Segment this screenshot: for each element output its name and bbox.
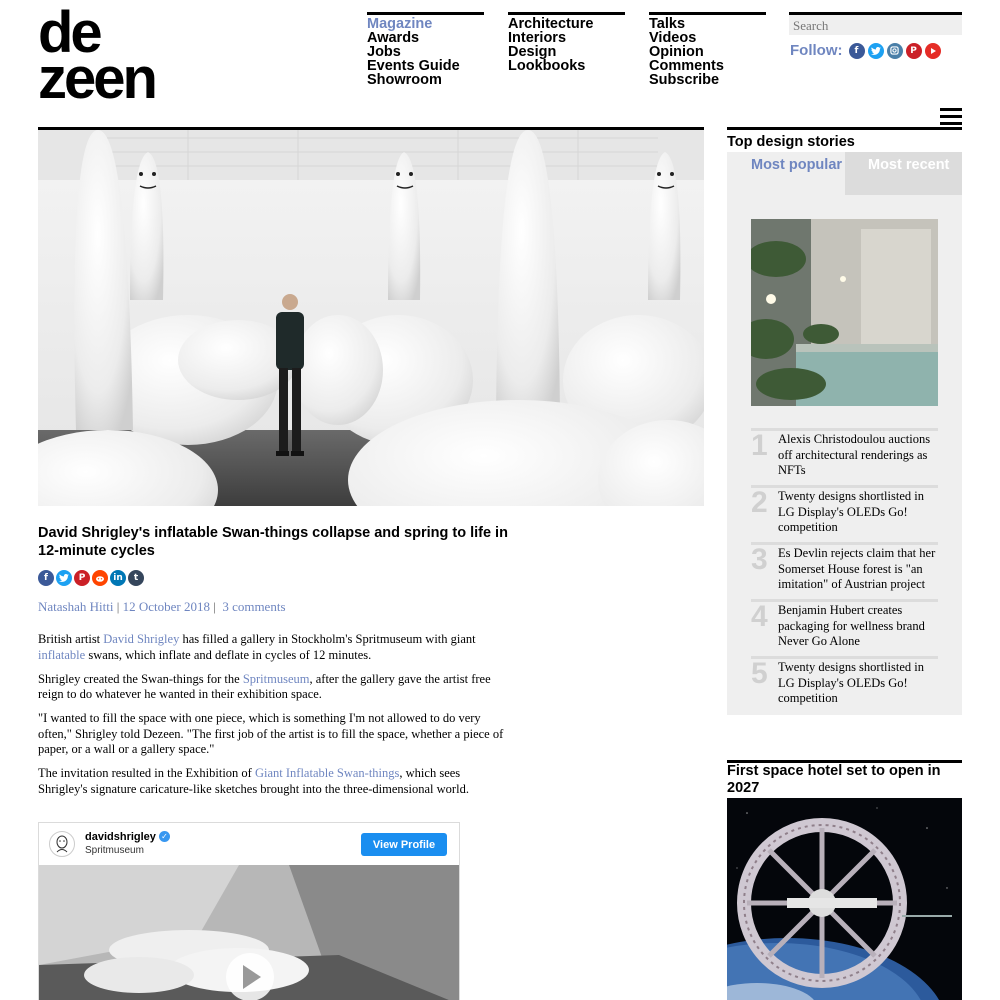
sidebar-heading: Top design stories (727, 134, 855, 150)
story-number: 1 (751, 429, 768, 462)
pinterest-icon[interactable]: P (74, 570, 90, 586)
nav-link-interiors[interactable]: Interiors (508, 30, 567, 46)
story-title[interactable]: Twenty designs shortlisted in LG Display's OLEDs Go! competition (778, 489, 924, 534)
nav-link-videos[interactable]: Videos (649, 30, 697, 46)
nav-link-lookbooks[interactable]: Lookbooks (508, 58, 586, 74)
dezeen-logo[interactable] (38, 0, 223, 111)
feature-title[interactable]: First space hotel set to open in 2027 (727, 763, 941, 796)
link-spritmuseum[interactable]: Spritmuseum (242, 671, 310, 686)
nav-link-subscribe[interactable]: Subscribe (649, 72, 720, 88)
follow-label: Follow: (790, 42, 843, 59)
embed-video[interactable] (39, 865, 460, 1000)
paragraph: Shrigley created the Swan-things for the Spritmuseum, after the gallery gave the artist free reign to do whatever he wanted in their exhibition space. (38, 671, 491, 701)
story-number: 3 (751, 543, 768, 576)
story-title[interactable]: Benjamin Hubert creates packaging for wellness brand Never Go Alone (778, 603, 925, 648)
nav-link-design[interactable]: Design (508, 44, 557, 60)
list-item[interactable] (751, 599, 938, 654)
paragraph: "I wanted to fill the space with one piece, which is something I'm not allowed to do very often," Shrigley told Dezeen. "The first job of the artist is to fill the space, whether a piece of paper, or a wall or a gallery space." (38, 711, 504, 756)
list-item[interactable] (751, 542, 938, 597)
linkedin-icon[interactable]: in (110, 570, 126, 586)
sidebar-rule (727, 127, 962, 130)
facebook-icon[interactable]: f (849, 43, 865, 59)
instagram-icon[interactable] (887, 43, 903, 59)
embed-header (39, 823, 459, 865)
feature-image[interactable] (727, 798, 962, 1000)
sidebar-tabs (727, 152, 962, 195)
tab-most-recent[interactable]: Most recent (845, 152, 962, 195)
instagram-embed (38, 822, 460, 1000)
view-profile-button[interactable]: View Profile (361, 833, 447, 856)
list-item[interactable] (751, 485, 938, 540)
story-thumbnail[interactable] (751, 219, 938, 406)
nav-link-awards[interactable]: Awards (367, 30, 420, 46)
link-david-shrigley[interactable]: David Shrigley (103, 632, 180, 646)
nav-link-architecture[interactable]: Architecture (508, 16, 594, 32)
nav-link-comments[interactable]: Comments (649, 58, 724, 74)
embed-location[interactable]: Spritmuseum (85, 844, 144, 856)
article-title: David Shrigley's inflatable Swan-things collapse and spring to life in 12-minute cycles (38, 525, 508, 559)
author-link[interactable]: Natashah Hitti (38, 599, 114, 614)
story-number: 4 (751, 600, 768, 633)
comments-link[interactable]: 3 comments (222, 599, 286, 614)
nav-column-1 (367, 12, 484, 87)
logo-line-2: zeen (38, 46, 155, 111)
story-number: 5 (751, 657, 768, 690)
reddit-icon[interactable] (92, 570, 108, 586)
pinterest-icon[interactable]: P (906, 43, 922, 59)
byline: Natashah Hitti | 12 October 2018 | 3 comments (38, 599, 286, 614)
nav-link-talks[interactable]: Talks (649, 16, 686, 32)
avatar[interactable] (49, 831, 75, 857)
share-icons (38, 570, 144, 586)
story-title[interactable]: Twenty designs shortlisted in LG Display's OLEDs Go! competition (778, 660, 924, 705)
list-item[interactable] (751, 428, 938, 483)
nav-link-showroom[interactable]: Showroom (367, 72, 442, 88)
verified-icon: ✓ (159, 831, 170, 842)
article-date: 12 October 2018 (122, 599, 210, 614)
paragraph: The invitation resulted in the Exhibition of Giant Inflatable Swan-things, which sees Shrigley's signature caricature-like sketches brought into the three-dimensional world. (38, 766, 469, 796)
facebook-icon[interactable]: f (38, 570, 54, 586)
story-number: 2 (751, 486, 768, 519)
nav-link-magazine[interactable]: Magazine (367, 16, 433, 32)
article-body (38, 632, 508, 806)
story-title[interactable]: Alexis Christodoulou auctions off architectural renderings as NFTs (778, 432, 931, 477)
twitter-icon[interactable] (56, 570, 72, 586)
twitter-icon[interactable] (868, 43, 884, 59)
story-title[interactable]: Es Devlin rejects claim that her Somerset House forest is "an imitation" of Austrian project (778, 546, 936, 591)
logo-line-1: de (38, 0, 100, 65)
link-giant-inflatable-swan-things[interactable]: Giant Inflatable Swan-things (254, 766, 400, 780)
embed-username[interactable]: davidshrigley (85, 830, 156, 843)
nav-column-2 (508, 12, 625, 73)
tumblr-icon[interactable]: t (128, 570, 144, 586)
tab-most-popular[interactable]: Most popular (727, 152, 845, 195)
follow-bar (790, 42, 941, 59)
nav-link-jobs[interactable]: Jobs (367, 44, 401, 60)
list-item[interactable] (751, 656, 938, 711)
nav-link-opinion[interactable]: Opinion (649, 44, 704, 60)
nav-link-events-guide[interactable]: Events Guide (367, 58, 460, 74)
youtube-icon[interactable] (925, 43, 941, 59)
nav-column-3 (649, 12, 766, 87)
search-input[interactable]: Search (789, 12, 962, 35)
link-inflatable[interactable]: inflatable (38, 647, 86, 662)
paragraph: British artist David Shrigley has filled a gallery in Stockholm's Spritmuseum with giant inflatable swans, which inflate and deflate in cycles of 12 minutes. (38, 632, 476, 662)
hero-image[interactable] (38, 130, 704, 506)
menu-icon[interactable] (940, 108, 962, 128)
